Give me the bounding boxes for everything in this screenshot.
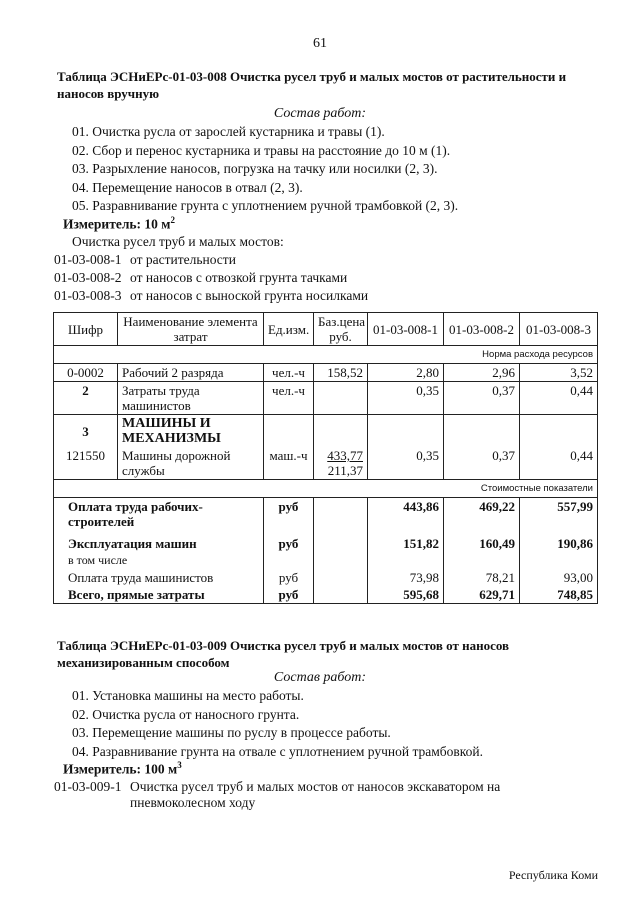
table2-code-row: 01-03-009-1 Очистка русел труб и малых мостов от наносов экскаватором на пневмоколесном ходу — [54, 779, 501, 810]
cell-unit: маш.-ч — [264, 447, 314, 480]
cell-v2: 0,37 — [444, 382, 520, 415]
table2-measure: Измеритель: 100 $м^3$ — [63, 760, 182, 777]
header-name: Наименование элемента затрат — [118, 313, 264, 346]
cell-code: 2 — [54, 382, 118, 415]
header-col2: 01-03-008-2 — [444, 313, 520, 346]
table2-title: Таблица ЭСНиЕРс-01-03-009 Очистка русел труб и малых мостов от наносов механизированным способом — [57, 638, 510, 670]
cost-v2: 160,49 — [444, 530, 520, 552]
table2-work-heading: Состав работ: — [273, 670, 367, 685]
cell-v1: 0,35 — [368, 382, 444, 415]
cost-v2: 629,71 — [444, 586, 520, 604]
table2-work-item: 02. Очистка русла от наносного грунта. — [72, 707, 300, 722]
cell-v2: 0,37 — [444, 447, 520, 480]
cost-unit: руб — [264, 569, 314, 586]
table2-work-item: 01. Установка машины на место работы. — [72, 688, 304, 703]
cost-row — [54, 498, 598, 531]
table1-measure: Измеритель: 10 $м^2$ — [63, 215, 175, 232]
cost-unit: руб — [264, 498, 314, 531]
cost-name: Оплата труда рабочих-строителей — [54, 498, 264, 531]
table1-work-item: 05. Разравнивание грунта с уплотнением ручной трамбовкой (2, 3). — [72, 198, 459, 213]
table2-work-item: 04. Разравнивание грунта на отвале с уплотнением ручной трамбовкой. — [72, 744, 484, 759]
resource-table — [53, 312, 598, 604]
cost-v1: 443,86 — [368, 498, 444, 531]
cost-row — [54, 586, 598, 604]
cost-v2: 78,21 — [444, 569, 520, 586]
cell-v3: 0,44 — [520, 447, 598, 480]
table1-code-row: 01-03-008-3 от наносов с выноской грунта носилками — [54, 288, 369, 303]
table1-code-row: 01-03-008-1 от растительности — [54, 252, 236, 267]
cell-v2: 2,96 — [444, 364, 520, 382]
table1-work-heading: Состав работ: — [273, 106, 367, 121]
table1-intro: Очистка русел труб и малых мостов: — [72, 234, 284, 249]
section-row-cost — [54, 480, 598, 498]
cost-row — [54, 552, 598, 569]
table1-work-item: 04. Перемещение наносов в отвал (2, 3). — [72, 180, 303, 195]
cost-name: Оплата труда машинистов — [54, 569, 264, 586]
page-number: 61 — [313, 36, 327, 51]
cell-name: Машины дорожной службы — [118, 447, 264, 480]
section-row-norm — [54, 346, 598, 364]
section-norm-label: Норма расхода ресурсов — [54, 346, 598, 364]
table1-code-row: 01-03-008-2 от наносов с отвозкой грунта тачками — [54, 270, 348, 285]
table-row — [54, 415, 598, 448]
table1-work-item: 01. Очистка русла от зарослей кустарника и травы (1). — [72, 124, 385, 139]
cost-v3: 748,85 — [520, 586, 598, 604]
cell-name: Затраты труда машинистов — [118, 382, 264, 415]
cell-price: 158,52 — [314, 364, 368, 382]
cost-row — [54, 569, 598, 586]
cell-v3: 0,44 — [520, 382, 598, 415]
cost-v2: 469,22 — [444, 498, 520, 531]
cell-price: 433,77 211,37 — [314, 447, 368, 480]
section-cost-label: Стоимостные показатели — [54, 480, 598, 498]
cost-v1: 595,68 — [368, 586, 444, 604]
cell-v3: 3,52 — [520, 364, 598, 382]
header-col3: 01-03-008-3 — [520, 313, 598, 346]
cell-name: МАШИНЫ И МЕХАНИЗМЫ — [118, 415, 264, 448]
cost-v3: 93,00 — [520, 569, 598, 586]
cell-v1: 0,35 — [368, 447, 444, 480]
table1-work-item: 02. Сбор и перенос кустарника и травы на расстояние до 10 м (1). — [72, 143, 451, 158]
cost-row — [54, 530, 598, 552]
cost-unit: руб — [264, 530, 314, 552]
cost-v1: 73,98 — [368, 569, 444, 586]
footer-region: Республика Коми — [508, 868, 598, 882]
header-col1: 01-03-008-1 — [368, 313, 444, 346]
table-row — [54, 364, 598, 382]
cost-name: Всего, прямые затраты — [54, 586, 264, 604]
cell-code: 0-0002 — [54, 364, 118, 382]
cost-v1: 151,82 — [368, 530, 444, 552]
table-row — [54, 447, 598, 480]
cell-v1: 2,80 — [368, 364, 444, 382]
header-code: Шифр — [54, 313, 118, 346]
cost-name: Эксплуатация машин — [54, 530, 264, 552]
table-row — [54, 382, 598, 415]
cell-name: Рабочий 2 разряда — [118, 364, 264, 382]
table1-title: Таблица ЭСНиЕРс-01-03-008 Очистка русел труб и малых мостов от растительности и наносов вручную — [57, 69, 567, 101]
cost-name: в том числе — [54, 552, 264, 569]
cell-code: 3 — [54, 415, 118, 448]
cost-unit: руб — [264, 586, 314, 604]
cell-price — [314, 382, 368, 415]
cell-unit: чел.-ч — [264, 382, 314, 415]
cell-code: 121550 — [54, 447, 118, 480]
cell-unit: чел.-ч — [264, 364, 314, 382]
header-unit: Ед.изм. — [264, 313, 314, 346]
header-price: Баз.цена руб. — [314, 313, 368, 346]
cost-v3: 190,86 — [520, 530, 598, 552]
table2-work-item: 03. Перемещение машины по руслу в процессе работы. — [72, 725, 391, 740]
table-header-row — [54, 313, 598, 346]
table1-work-item: 03. Разрыхление наносов, погрузка на тачку или носилки (2, 3). — [72, 161, 438, 176]
cost-v3: 557,99 — [520, 498, 598, 531]
